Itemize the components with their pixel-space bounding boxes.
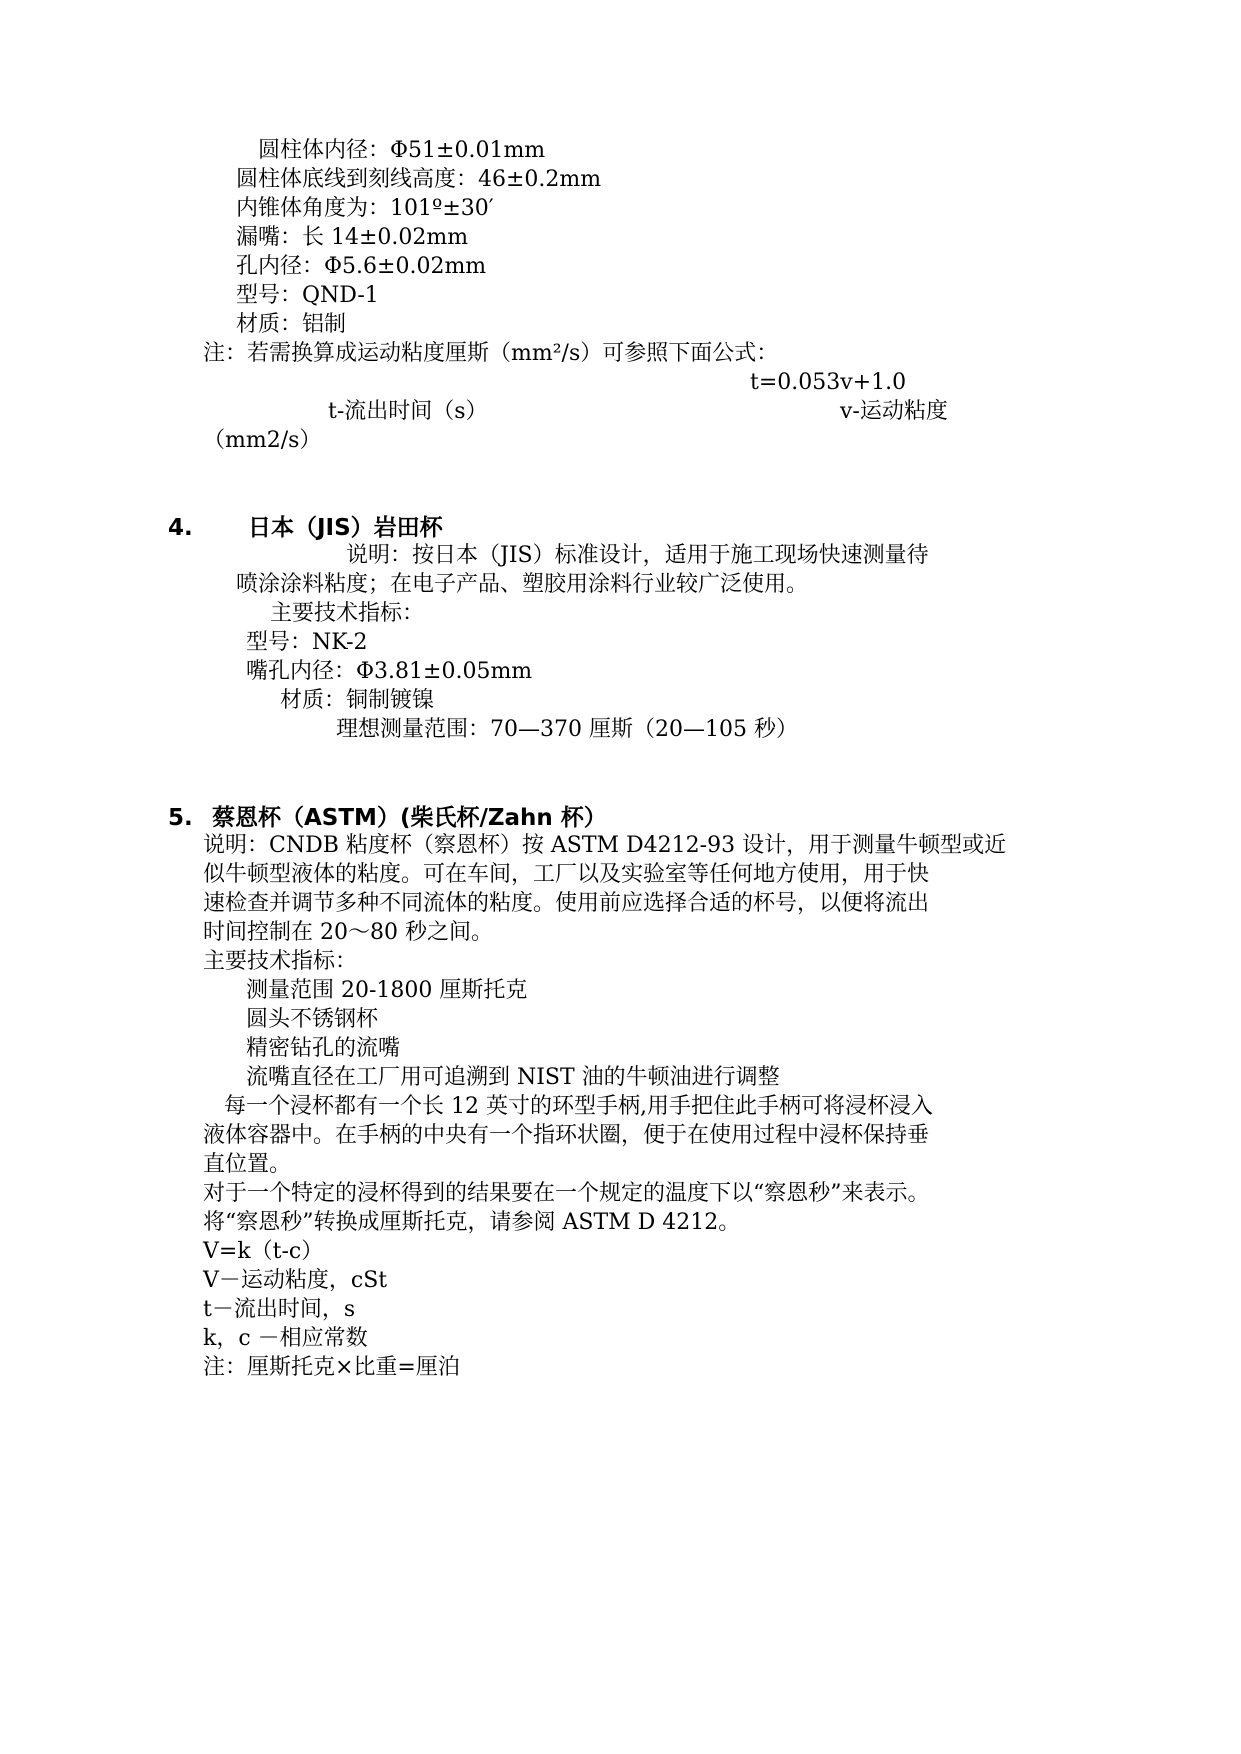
section5-description-line: 时间控制在 20～80 秒之间。 (203, 920, 493, 945)
section4-range: 理想测量范围：70—370 厘斯（20—105 秒） (336, 717, 798, 742)
section4-description-line1: 说明：按日本（JIS）标准设计，适用于施工现场快速测量待 (346, 543, 929, 568)
section5-handle-line: 每一个浸杯都有一个长 12 英寸的环型手柄,用手把住此手柄可将浸杯浸入 (224, 1094, 933, 1119)
section5-description-line: 说明：CNDB 粘度杯（察恩杯）按 ASTM D4212-93 设计，用于测量牛顿型或近 (203, 833, 1007, 858)
section4-heading (168, 513, 443, 543)
spec-cylinder-diameter: 圆柱体内径：Φ51±0.01mm (258, 138, 546, 163)
section5-spec-item: 精密钻孔的流嘴 (246, 1036, 401, 1061)
section5-spec-item: 圆头不锈钢杯 (246, 1007, 379, 1032)
section5-formula: V=k（t-c） (203, 1239, 324, 1264)
section4-model: 型号：NK-2 (246, 630, 368, 655)
section5-t-definition: t－流出时间，s (203, 1297, 356, 1322)
section5-handle-line: 液体容器中。在手柄的中央有一个指环状圈，便于在使用过程中浸杯保持垂 (203, 1123, 930, 1148)
section5-note: 注：厘斯托克×比重=厘泊 (203, 1355, 460, 1380)
section5-conversion-reference: 将“察恩秒”转换成厘斯托克，请参阅 ASTM D 4212。 (203, 1210, 741, 1235)
spec-material: 材质：铝制 (236, 312, 347, 337)
section5-result-statement: 对于一个特定的浸杯得到的结果要在一个规定的温度下以“察恩秒”来表示。 (203, 1181, 930, 1206)
section4-description-line2: 喷涂涂料粘度；在电子产品、塑胶用涂料行业较广泛使用。 (236, 572, 809, 597)
section5-kc-definition: k，c －相应常数 (203, 1326, 368, 1351)
section5-description-line: 似牛顿型液体的粘度。可在车间，工厂以及实验室等任何地方使用，用于快 (203, 862, 930, 887)
section4-nozzle-diameter: 嘴孔内径：Φ3.81±0.05mm (246, 659, 533, 684)
spec-nozzle-length: 漏嘴：长 14±0.02mm (236, 225, 469, 250)
section5-heading (168, 803, 607, 833)
section5-description-line: 速检查并调节多种不同流体的粘度。使用前应选择合适的杯号，以便将流出 (203, 891, 930, 916)
section5-specs-title: 主要技术指标： (203, 949, 358, 974)
spec-hole-diameter: 孔内径：Φ5.6±0.02mm (236, 254, 487, 279)
section4-specs-title: 主要技术指标： (270, 601, 425, 626)
spec-cone-angle: 内锥体角度为：101º±30′ (236, 196, 494, 221)
section3-v-definition: v-运动粘度 (840, 399, 948, 424)
spec-cylinder-height: 圆柱体底线到刻线高度：46±0.2mm (236, 167, 602, 192)
section3-note: 注：若需换算成运动粘度厘斯（mm²/s）可参照下面公式： (203, 341, 779, 366)
section4-title: 日本（JIS）岩田杯 (248, 515, 443, 541)
spec-model: 型号：QND-1 (236, 283, 379, 308)
section5-number: 5. (168, 805, 193, 831)
section3-v-unit: （mm2/s） (203, 428, 322, 453)
section5-v-definition: V－运动粘度，cSt (203, 1268, 388, 1293)
section5-title: 蔡恩杯（ASTM）(柴氏杯/Zahn 杯） (212, 805, 607, 831)
section5-spec-item: 流嘴直径在工厂用可追溯到 NIST 油的牛顿油进行调整 (246, 1065, 780, 1090)
section5-spec-item: 测量范围 20-1800 厘斯托克 (246, 978, 528, 1003)
section3-t-definition: t-流出时间（s） (328, 399, 488, 424)
section3-formula: t=0.053v+1.0 (750, 370, 907, 395)
section4-number: 4. (168, 515, 193, 541)
section4-material: 材质：铜制镀镍 (280, 688, 435, 713)
section5-handle-line: 直位置。 (203, 1152, 292, 1177)
